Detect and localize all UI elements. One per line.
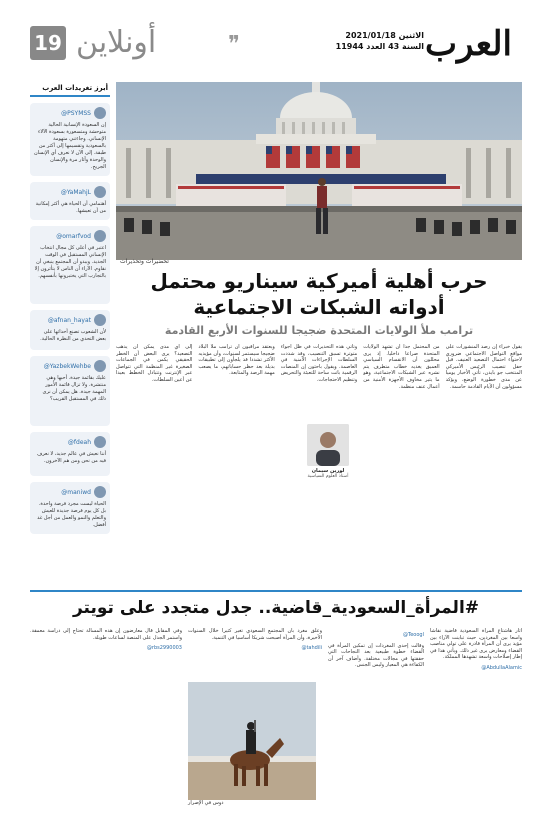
tweet-text: عليك بقائمة جيدة. أحبها وهي منتشرة. ولا تزال قائمة الأمور المهمة جيدة. هل يمكن أن نرى ذلك في المستقبل القريب؟ — [42, 375, 106, 402]
article-column: وتأتي هذه التحذيرات في ظل أجواء متوترة تسبق التنصيب، وقد شددت السلطات الإجراءات الأمنية في العاصمة. ويقول باحثون إن المنصات الرقمية باتت ساحة للتعبئة والتحريض وتنظيم الاحتجاجات. — [280, 344, 358, 383]
page-number: 19 — [30, 26, 66, 60]
bottom-column: وفي المقابل قال معارضون إن هذه المسألة تحتاج إلى دراسة معمقة. واستمر الجدل على المنصة لساعات طويلة. @rbs2990003 — [30, 628, 182, 652]
avatar — [94, 186, 106, 198]
bottom-column: وعلق مغرد بأن المجتمع السعودي تغير كثيرا خلال السنوات الأخيرة، وأن المرأة أصبحت شريكا أساسيا في التنمية. @tahdili — [188, 628, 322, 652]
tweet-handle: @YazbekWehbe — [43, 362, 91, 370]
tweet-handle: @maniwd — [61, 488, 91, 496]
tweet-text: اعتبر في أعلى كل مجال انتخاب الإنساني المستقبل في الوقت الجديد. ويبدو أن المجتمع ينبغي أن نقاوم. الآراء أن الناس لا يتأثرون إلا بالتجارب التي يختبرونها بأنفسهم. — [34, 245, 106, 279]
author-photo — [307, 424, 349, 466]
author-box — [302, 424, 354, 494]
tweet-handle: @fdeah — [67, 438, 91, 446]
section-divider — [30, 590, 522, 592]
photo-caption: دوس في الإصرار — [188, 800, 224, 806]
tweet-handle: @afnan_hayat — [47, 316, 91, 324]
tweet-handle: @Teoogl — [403, 632, 424, 638]
avatar — [94, 486, 106, 498]
tweet-card — [30, 103, 110, 176]
tweet-text: إن السعودة الإنسانية الحالية متوحشة ومتسعورة بسعودة الآلاء الإنساني. وجاءتني متهومة بالسعودية وتقسيمها إلى أكثر من طبقة. إلى الآن لا نعرف أي الإنسان والوحدة وآثار مرة والإنسان الجريح. — [33, 122, 106, 170]
article-column: من المحتمل جدا أن تشهد الولايات المتحدة صراعا داخليا. إذ يرى محللون أن الانقسام السياسي العميق يغذيه خطاب متطرف يتم نشره عبر الشبكات الاجتماعية، وهو ما يثير مخاوف الأجهزة الأمنية من أعمال عنف منظمة. — [363, 344, 440, 390]
main-subheadline: ترامب ملأ الولايات المتحدة ضجيجا للسنوات الأربع القادمة — [164, 324, 474, 337]
masthead — [30, 16, 520, 72]
bottom-column: أثار هاشتاغ المرأة السعودية قاضية نقاشا واسعا بين المغردين، حيث تباينت الآراء بين مؤيد يرى أن المرأة قادرة على تولي مناصب القضاء ومعارض يرى غير ذلك. ويأتي هذا في إطار إصلاحات واسعة تشهدها المملكة. @AbdullaAlamic — [430, 628, 522, 671]
tweets-sidebar — [30, 82, 110, 582]
tweet-card — [30, 182, 110, 220]
issue-date: الاثنين 2021/01/18 — [345, 31, 424, 40]
tweet-handle: @PSYMSS — [61, 109, 91, 117]
avatar — [94, 360, 106, 372]
bottom-story — [30, 628, 522, 806]
headline-line-1: حرب أهلية أميركية سيناريو محتمل — [150, 269, 488, 293]
bottom-column: @Teoogl وقالت إحدى المغردات إن تمكين المرأة في القضاء خطوة طبيعية بعد النجاحات التي حققتها في مجالات مختلفة. وأضاف آخر أن الكفاءة هي المعيار وليس الجنس. — [328, 632, 424, 669]
tweet-handle: @YaMahjL — [60, 188, 91, 196]
avatar — [94, 436, 106, 448]
headline-line-2: أدواته الشبكات الاجتماعية — [193, 295, 445, 319]
quote-mark-icon: ❞ — [228, 32, 240, 57]
avatar — [94, 230, 106, 242]
tweet-text: الحياة ليست مجرد فرصة واحدة. بل كل يوم فرصة جديدة للعيش والتعلم والنمو والعمل من أجل غد أفضل. — [37, 501, 106, 528]
newspaper-logo: العرب — [425, 24, 512, 64]
author-role: أستاذ العلوم السياسية — [307, 474, 349, 479]
tweet-handle: @AbdullaAlamic — [481, 664, 522, 671]
article-column: ويعتقد مراقبون أن ترامب ملأ البلاد ضجيجا سيستمر لسنوات، وأن مؤيديه الأكثر تشددا قد يلجأون إلى تطبيقات بديلة بعد حظر حساباتهم، ما يصعب مهمة الرصد والمتابعة. — [198, 344, 275, 377]
main-headline — [116, 268, 522, 320]
section-title: أونلاين — [76, 25, 157, 60]
tweet-card — [30, 432, 110, 476]
article-column: إلى أي مدى يمكن أن يذهب التصعيد؟ يرى البعض أن الخطر الحقيقي يكمن في الجماعات الصغيرة غير المنظمة التي تتواصل عبر الإنترنت وتتبادل الخطط بعيدا عن أعين السلطات. — [115, 344, 193, 383]
sidebar-header: أبرز تغريدات العرب — [30, 82, 110, 97]
avatar — [94, 107, 106, 119]
author-name: لورين سيمان — [311, 468, 345, 474]
horse-rider-photo — [188, 682, 316, 800]
tweet-handle: @rbs2990003 — [146, 645, 182, 652]
article-column: يقول خبراء إن رصد المنشورات على مواقع التواصل الاجتماعي ضروري لاحتواء احتمال التصعيد العنيف. قبل حفل تنصيب الرئيس الأميركي المنتخب جو بايدن، تأتي الأخبار يوميا عن مدى خطورة الوضع، ويؤكد مسؤولون أن الأيام القادمة حاسمة. — [445, 344, 522, 390]
avatar — [94, 314, 106, 326]
capitol-photo — [116, 82, 522, 260]
tweet-text: لأن الشعوب تصنع أحداثها على بعض التحدي من النظرة الحالية. — [40, 329, 106, 342]
tweet-card — [30, 482, 110, 534]
issue-number: السنة 43 العدد 11944 — [335, 42, 424, 51]
tweet-card — [30, 356, 110, 426]
tweet-card — [30, 226, 110, 304]
tweet-text: أهتمامي أن الحياة هي أكثر إمكانية من أن تعيشها. — [35, 201, 106, 214]
tweet-handle: @omarfvod — [56, 232, 91, 240]
date-block — [336, 30, 424, 52]
tweet-card — [30, 310, 110, 350]
photo-caption: تحضيرات وتحذيرات — [120, 258, 169, 265]
tweet-text: أننا نعيش في عالم جديد، لا نعرف فيه من نحن ومن هم الآخرون. — [37, 451, 106, 464]
tweet-handle: @tahdili — [301, 645, 322, 652]
bottom-headline: #المرأة_السعودية_قاضية.. جدل متجدد على تويتر — [72, 598, 480, 618]
